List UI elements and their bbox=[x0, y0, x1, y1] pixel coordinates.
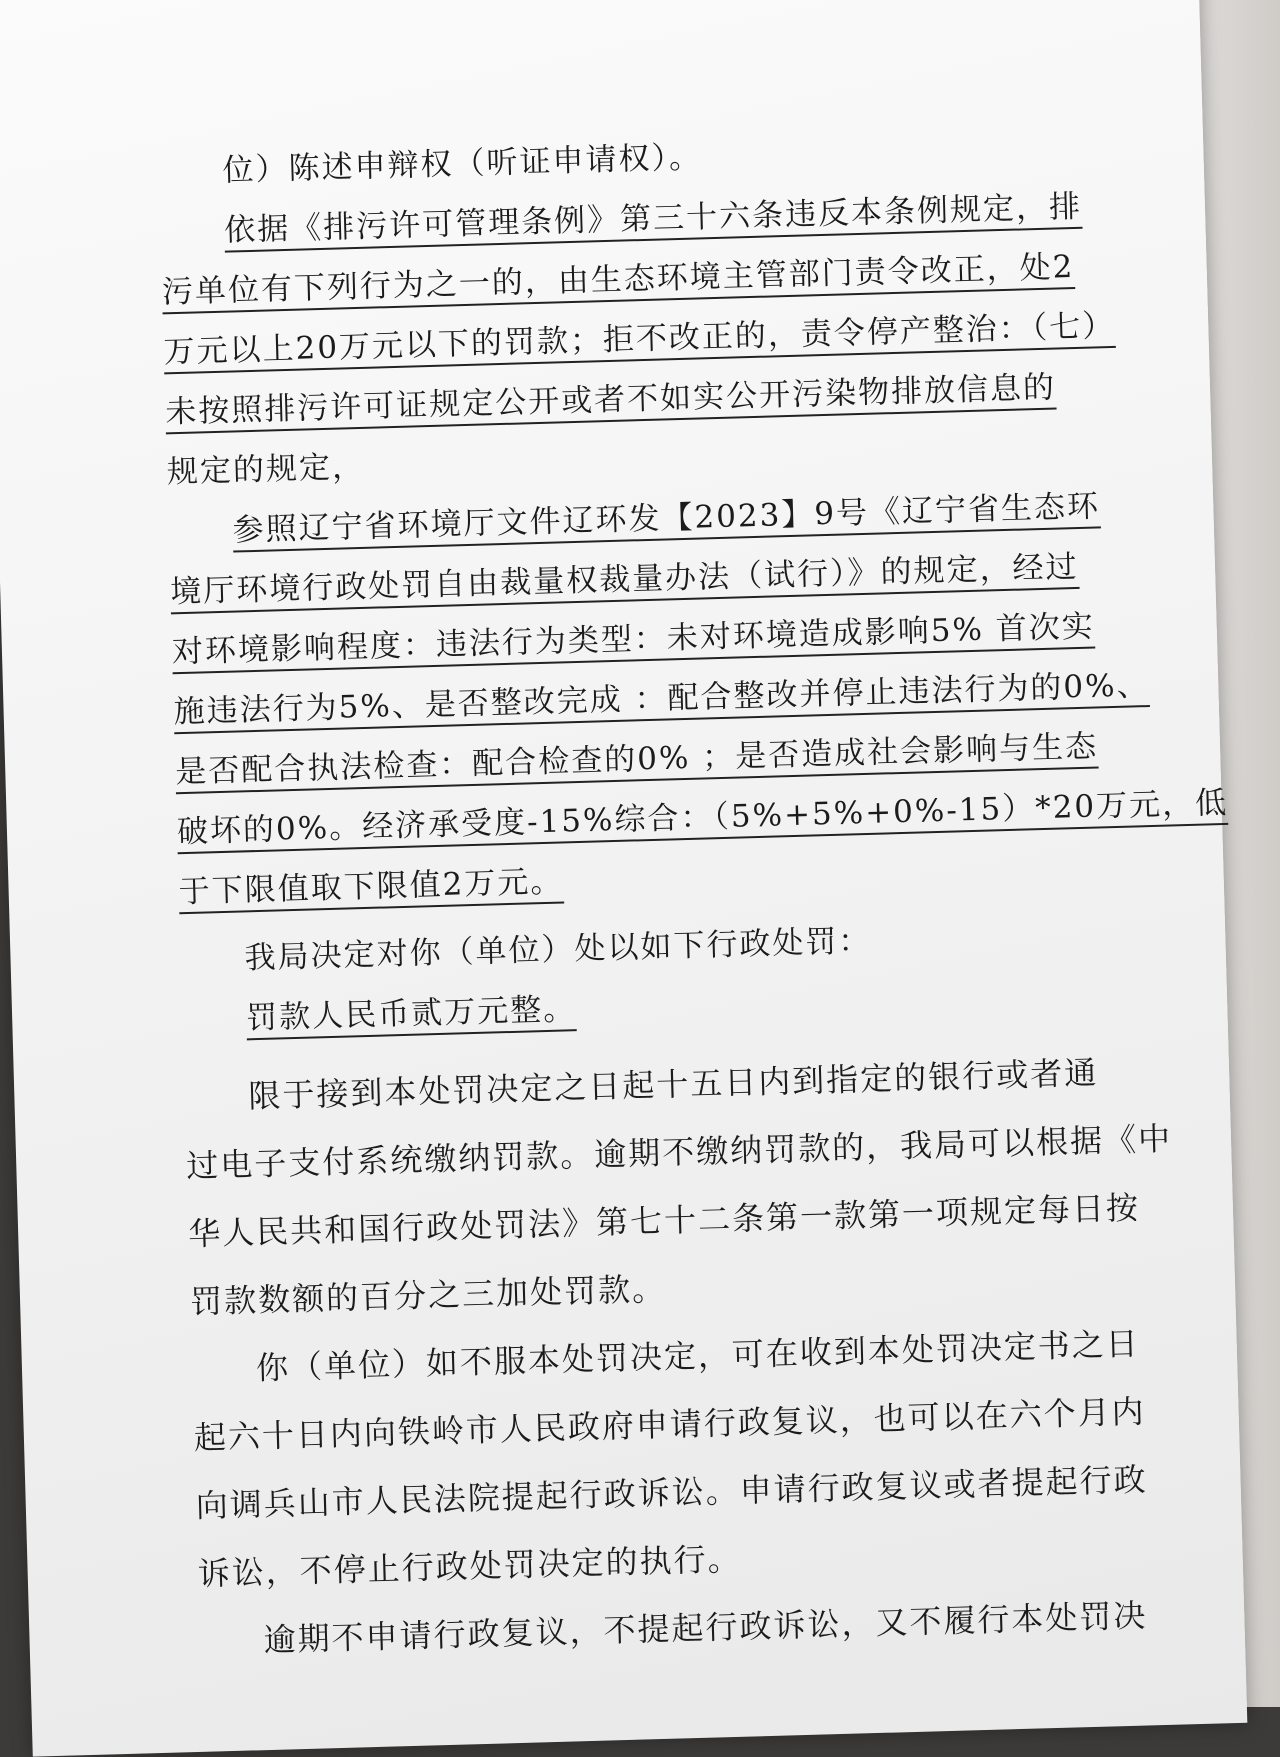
text-line: 万元以上20万元以下的罚款；拒不改正的，责令停产整治：（七） bbox=[163, 296, 1104, 382]
text-line: 向调兵山市人民法院提起行政诉讼。申请行政复议或者提起行政 bbox=[195, 1460, 1149, 1525]
text-line: 污单位有下列行为之一的，由生态环境主管部门责令改正，处2 bbox=[161, 236, 1102, 322]
text-line: 华人民共和国行政处罚法》第七十二条第一款第一项规定每日按 bbox=[187, 1188, 1141, 1254]
document-text bbox=[158, 116, 1229, 1676]
text-line: 规定的规定， bbox=[166, 448, 366, 491]
text-line: 破坏的0%。经济承受度-15%综合：（5%+5%+0%-15）*20万元，低 bbox=[176, 776, 1117, 862]
text-line: 诉讼，不停止行政处罚决定的执行。 bbox=[197, 1539, 743, 1593]
text-line: 依据《排污许可管理条例》第三十六条违反本条例规定，排 bbox=[159, 176, 1100, 262]
text-line: 位）陈述申辩权（听证申请权）。 bbox=[222, 139, 703, 189]
text-line: 限于接到本处罚决定之日起十五日内到指定的银行或者通 bbox=[247, 1053, 1099, 1116]
text-line: 境厅环境行政处罚自由裁量权裁量办法（试行）》的规定，经过 bbox=[170, 536, 1111, 622]
text-line: 是否配合执法检查：配合检查的0% ；是否造成社会影响与生态 bbox=[175, 716, 1116, 802]
text-line: 你（单位）如不服本处罚决定，可在收到本处罚决定书之日 bbox=[255, 1324, 1141, 1388]
text-line: 参照辽宁省环境厅文件辽环发【2023】9号《辽宁省生态环 bbox=[168, 476, 1109, 562]
text-line: 我局决定对你（单位）处以如下行政处罚： bbox=[244, 922, 872, 977]
text-line: 逾期不申请行政复议，不提起行政诉讼，又不履行本处罚决 bbox=[263, 1596, 1148, 1660]
text-line: 对环境影响程度：违法行为类型：未对环境造成影响5% 首次实 bbox=[171, 596, 1112, 682]
text-line: 罚款数额的百分之三加处罚款。 bbox=[189, 1269, 667, 1322]
text-line: 起六十日内向铁岭市人民政府申请行政复议，也可以在六个月内 bbox=[193, 1392, 1147, 1457]
text-line: 于下限值取下限值2万元。 bbox=[178, 836, 1119, 922]
text-line: 罚款人民币贰万元整。 bbox=[181, 964, 1122, 1050]
text-line: 施违法行为5%、是否整改完成 ：配合整改并停止违法行为的0%、 bbox=[173, 656, 1114, 742]
decision-body bbox=[184, 1038, 1173, 1676]
text-line: 过电子支付系统缴纳罚款。逾期不缴纳罚款的，我局可以根据《中 bbox=[185, 1119, 1173, 1186]
text-line: 未按照排污许可证规定公开或者不如实公开污染物排放信息的 bbox=[164, 356, 1105, 442]
